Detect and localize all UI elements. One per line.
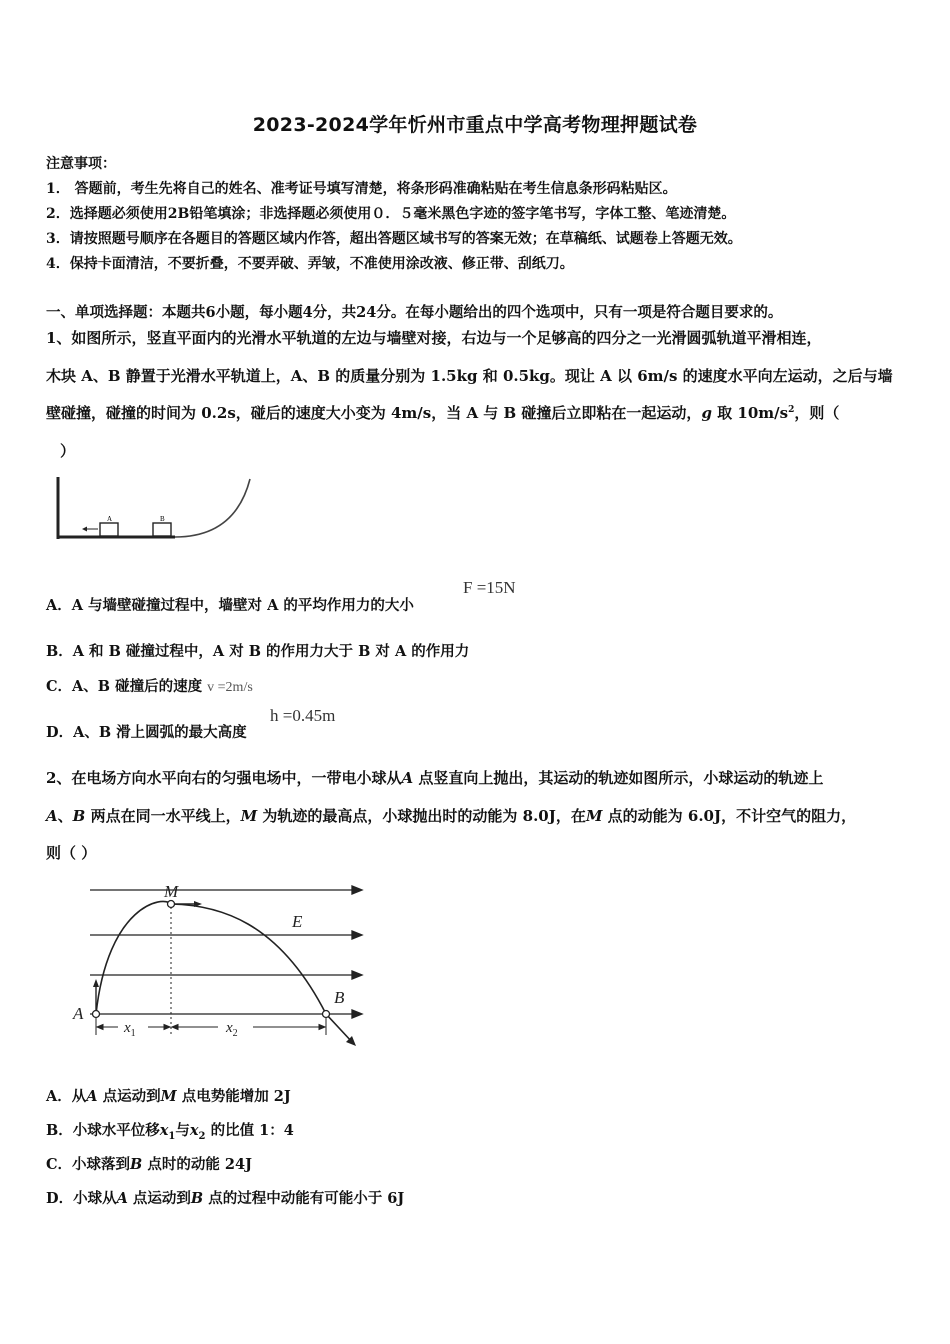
q1-option-c-math: v =2m/s xyxy=(207,680,253,695)
q2-line2-end: 点的动能为 6.0J，不计空气的阻力， xyxy=(602,807,857,825)
q1-line1: 1、如图所示，竖直平面内的光滑水平轨道的左边与墙壁对接，右边与一个足够高的四分之一光滑圆弧轨道平滑相连， xyxy=(46,329,822,347)
q2-line2-m2: M xyxy=(585,807,603,825)
field-arrowhead xyxy=(352,931,362,939)
q2-option-d-b: B xyxy=(190,1190,204,1207)
q2-option-d-a: A xyxy=(116,1190,128,1207)
point-b xyxy=(323,1011,330,1018)
block-b-label: B xyxy=(160,515,165,523)
label-x1-base: x xyxy=(124,1020,131,1036)
initial-velocity-arrowhead xyxy=(93,979,99,987)
q2-option-a-end: 点电势能增加 2J xyxy=(176,1088,291,1105)
field-arrowhead xyxy=(352,971,362,979)
note-item: 2．选择题必须使用2B铅笔填涂；非选择题必须使用０．５毫米黑色字迹的签字笔书写，字体工整、笔迹清楚。 xyxy=(46,206,736,222)
note-item: 3．请按照题号顺序在各题目的答题区域内作答，超出答题区域书写的答案无效；在草稿纸、试题卷上答题无效。 xyxy=(46,231,742,247)
q2-line2-mid: 两点在同一水平线上， xyxy=(85,807,241,825)
q2-line1-post: 点竖直向上抛出，其运动的轨迹如图所示，小球运动的轨迹上 xyxy=(413,769,824,787)
q2-line3: 则（ ） xyxy=(46,844,97,862)
block-b xyxy=(153,523,171,536)
label-a: A xyxy=(73,1004,84,1023)
velocity-arrowhead xyxy=(82,527,87,532)
q2-option-b-x2-sub: 2 xyxy=(198,1130,206,1142)
q2-option-a-pre: A．从 xyxy=(46,1088,87,1105)
q2-option-a-m: M xyxy=(160,1088,177,1105)
q2-option-a-a: A xyxy=(86,1088,98,1105)
note-item: 4．保持卡面清洁，不要折叠，不要弄破、弄皱，不准使用涂改液、修正带、刮纸刀。 xyxy=(46,256,574,272)
q1-figure xyxy=(50,465,260,545)
q2-option-b xyxy=(46,1119,294,1142)
page-title: 2023-2024学年忻州市重点中学高考物理押题试卷 xyxy=(252,114,698,136)
point-a xyxy=(93,1011,100,1018)
q2-line1-pre: 2、在电场方向水平向右的匀强电场中，一带电小球从 xyxy=(46,769,402,787)
q1-option-c-text: C．A、B 碰撞后的速度 xyxy=(46,678,203,695)
q1-option-a-math: F =15N xyxy=(463,578,516,597)
q1-g: g xyxy=(701,404,712,422)
q1-option-c xyxy=(46,675,253,696)
q1-line2: 木块 A、B 静置于光滑水平轨道上，A、B 的质量分别为 1.5kg 和 0.5kg。现让 A 以 6m/s 的速度水平向左运动，之后与墙 xyxy=(46,367,893,385)
q2-option-c-end: 点时的动能 24J xyxy=(142,1156,252,1173)
q2-option-b-pre: B．小球水平位移 xyxy=(46,1122,160,1139)
label-x2-sub: 2 xyxy=(232,1028,238,1039)
label-x1-sub: 1 xyxy=(130,1028,136,1039)
q2-line2-mid2: 为轨迹的最高点，小球抛出时的动能为 8.0J，在 xyxy=(257,807,586,825)
q2-option-d-mid: 点运动到 xyxy=(127,1190,191,1207)
q2-figure xyxy=(68,875,368,1047)
section-heading: 一、单项选择题：本题共6小题，每小题4分，共24分。在每小题给出的四个选项中，只有一项是符合题目要求的。 xyxy=(46,304,783,321)
block-a-label: A xyxy=(107,515,113,523)
notes-heading: 注意事项： xyxy=(46,156,116,172)
q2-option-a xyxy=(46,1085,291,1106)
point-m xyxy=(168,901,175,908)
q2-option-d-pre: D．小球从 xyxy=(46,1190,117,1207)
q2-line1 xyxy=(46,767,823,788)
q2-option-d xyxy=(46,1187,404,1208)
q2-option-b-end: 的比值 1：4 xyxy=(205,1122,294,1139)
q1-line3-end: ，则（ xyxy=(794,404,840,422)
dimension-arrowhead xyxy=(172,1025,178,1030)
q2-line2-sep: 、 xyxy=(57,807,73,825)
q2-line2 xyxy=(46,805,856,826)
dimension-arrowhead xyxy=(319,1025,325,1030)
label-x2-base: x xyxy=(226,1020,233,1036)
q2-option-d-end: 点的过程中动能有可能小于 6J xyxy=(203,1190,405,1207)
q1-line3-sup: 2 xyxy=(788,405,795,415)
label-b: B xyxy=(334,988,345,1007)
q2-option-b-x1-sub: 1 xyxy=(168,1130,176,1142)
q1-option-d: D．A、B 滑上圆弧的最大高度 xyxy=(46,724,247,741)
q2-option-c-b: B xyxy=(130,1156,143,1173)
q2-line1-a: A xyxy=(401,769,414,787)
q1-option-a: A．A 与墙壁碰撞过程中，墙壁对 A 的平均作用力的大小 xyxy=(46,597,414,614)
q1-line3-pre: 壁碰撞，碰撞的时间为 0.2s，碰后的速度大小变为 4m/s，当 A 与 B 碰撞后立即粘在一起运动， xyxy=(46,404,702,422)
q1-line3 xyxy=(46,402,839,423)
label-m: M xyxy=(164,882,179,901)
q1-line3-mid: 取 10m/s xyxy=(711,404,789,422)
q2-line2-m: M xyxy=(240,807,258,825)
label-x1 xyxy=(123,1020,136,1039)
block-a xyxy=(100,523,118,536)
q2-option-b-mid: 与 xyxy=(175,1122,190,1139)
trajectory xyxy=(96,901,353,1043)
q1-line4: ） xyxy=(60,442,76,460)
label-x2 xyxy=(225,1020,238,1039)
label-e: E xyxy=(292,912,303,931)
q2-option-b-x2: x xyxy=(189,1122,199,1139)
q2-option-a-mid: 点运动到 xyxy=(97,1088,161,1105)
arc-track xyxy=(175,479,250,537)
q2-line2-b: B xyxy=(72,807,86,825)
dimension-arrowhead xyxy=(164,1025,170,1030)
q1-option-d-math: h =0.45m xyxy=(270,706,336,725)
field-arrowhead xyxy=(352,1010,362,1018)
q1-option-b: B．A 和 B 碰撞过程中，A 对 B 的作用力大于 B 对 A 的作用力 xyxy=(46,643,470,660)
field-arrowhead xyxy=(352,886,362,894)
q2-option-c xyxy=(46,1153,252,1174)
q2-line2-a: A xyxy=(46,807,58,825)
dimension-arrowhead xyxy=(97,1025,103,1030)
note-item: 1． 答题前，考生先将自己的姓名、准考证号填写清楚，将条形码准确粘贴在考生信息条形码粘贴区。 xyxy=(46,181,677,197)
q2-option-c-pre: C．小球落到 xyxy=(46,1156,131,1173)
q2-option-b-x1: x xyxy=(159,1122,169,1139)
